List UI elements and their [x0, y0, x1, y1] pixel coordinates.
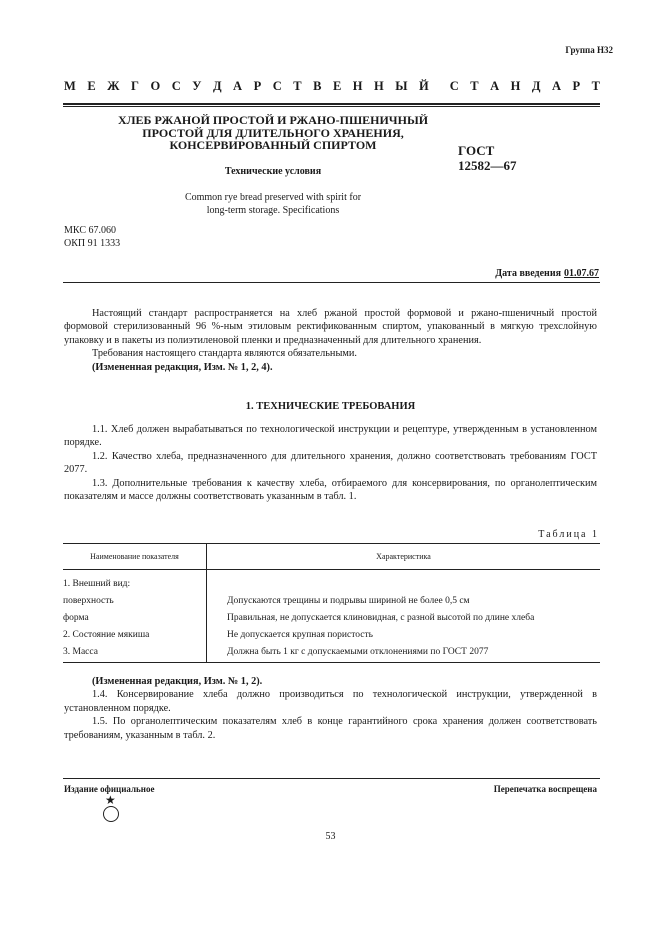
gost-label: ГОСТ	[458, 143, 495, 158]
banner-word-standard: С Т А Н Д А Р Т	[449, 79, 600, 93]
star-icon: ★	[105, 793, 116, 807]
section-heading: 1. ТЕХНИЧЕСКИЕ ТРЕБОВАНИЯ	[245, 401, 416, 412]
document-title	[108, 114, 438, 152]
table-row	[63, 593, 600, 610]
indicator-cell: 1. Внешний вид:	[63, 570, 207, 594]
characteristic-cell: Не допускается крупная пористость	[227, 630, 373, 640]
requirements-table	[63, 543, 600, 663]
clause-1-1: 1.1. Хлеб должен вырабатываться по технологической инструкции и рецептуре, утвержденным в установленном порядке.	[64, 424, 597, 449]
amendment-note: (Измененная редакция, Изм. № 1, 2, 4).	[92, 361, 273, 373]
characteristic-cell	[207, 570, 601, 594]
document-subtitle: Технические условия	[224, 166, 322, 177]
title-line-3: КОНСЕРВИРОВАННЫЙ СПИРТОМ	[169, 138, 377, 152]
gost-designation	[458, 143, 548, 173]
header-rule-thick	[63, 103, 600, 105]
english-title-line-1: Common rye bread preserved with spirit for	[184, 192, 362, 203]
intro-block	[64, 307, 597, 374]
english-title-line-2: long-term storage. Specifications	[206, 205, 340, 216]
effective-date	[495, 268, 599, 279]
effective-date-label: Дата введения	[495, 268, 561, 279]
indicator-cell: 3. Масса	[63, 644, 207, 663]
english-title	[108, 191, 438, 217]
reprint-prohibited: Перепечатка воспрещена	[493, 784, 597, 794]
page-number: 53	[325, 831, 336, 842]
effective-date-value: 01.07.67	[564, 268, 599, 279]
mandatory-note: Требования настоящего стандарта являются обязательными.	[92, 348, 357, 360]
date-rule	[63, 282, 600, 283]
section1-clauses	[64, 423, 597, 503]
indicator-cell: форма	[63, 610, 207, 627]
header-characteristic: Характеристика	[207, 544, 601, 570]
characteristic-cell: Должна быть 1 кг с допускаемыми отклонениями по ГОСТ 2077	[207, 644, 601, 663]
table-row	[63, 644, 600, 663]
clause-1-5: 1.5. По органолептическим показателям хлеб в конце гарантийного срока хранения должен соответствовать требованиям, указанным в табл. 2.	[64, 716, 597, 741]
table-row	[63, 627, 600, 644]
table-row	[63, 570, 600, 594]
indicator-cell: 2. Состояние мякиша	[63, 627, 207, 644]
header-rule-thin	[63, 106, 600, 107]
characteristic-cell: Допускаются трещины и подрывы шириной не более 0,5 см	[227, 596, 470, 606]
table-row	[63, 610, 600, 627]
table-caption: Таблица 1	[538, 529, 599, 540]
clause-1-4: 1.4. Консервирование хлеба должно производиться по технологической инструкции, утвержденной в установленном порядке.	[64, 689, 597, 714]
official-edition: Издание официальное	[64, 784, 155, 794]
footer-rule	[63, 778, 600, 779]
circle-icon	[103, 806, 119, 822]
table-header-row	[63, 544, 600, 570]
after-table-block	[64, 675, 597, 742]
header-indicator: Наименование показателя	[63, 544, 207, 570]
gost-number: 12582—67	[458, 158, 517, 173]
indicator-cell: поверхность	[63, 593, 207, 610]
characteristic-cell: Правильная, не допускается клиновидная, с разной высотой по длине хлеба	[227, 613, 535, 623]
standard-banner	[64, 79, 600, 94]
clause-1-2: 1.2. Качество хлеба, предназначенного для длительного хранения, должно соответствовать требованиям ГОСТ 2077.	[64, 450, 597, 476]
clause-1-3: 1.3. Дополнительные требования к качеству хлеба, отбираемого для консервирования, по органолептическим показателям и массе должны соответствовать указанным в табл. 1.	[64, 477, 597, 503]
classification-codes	[64, 225, 120, 250]
banner-word-interstate: М Е Ж Г О С У Д А Р С Т В Е Н Н Ы Й	[64, 79, 429, 93]
mks-code: МКС 67.060	[64, 225, 116, 236]
intro-paragraph: Настоящий стандарт распространяется на хлеб ржаной простой формовой и ржано-пшеничный простой формовой стерилизованный 96 %-ным этиловым ректификованным спиртом, упакованный в мягкую трехслойную упаковку и в пакеты из полиэтиленовой пленки и предназначенный для длительного хранения.	[64, 308, 597, 346]
amendment-note-2: (Измененная редакция, Изм. № 1, 2).	[92, 676, 263, 687]
title-line-1: ХЛЕБ РЖАНОЙ ПРОСТОЙ И РЖАНО-ПШЕНИЧНЫЙ	[117, 113, 429, 127]
group-code: Группа Н32	[565, 45, 613, 55]
okp-code: ОКП 91 1333	[64, 237, 121, 249]
title-line-2: ПРОСТОЙ ДЛЯ ДЛИТЕЛЬНОГО ХРАНЕНИЯ,	[142, 125, 404, 140]
